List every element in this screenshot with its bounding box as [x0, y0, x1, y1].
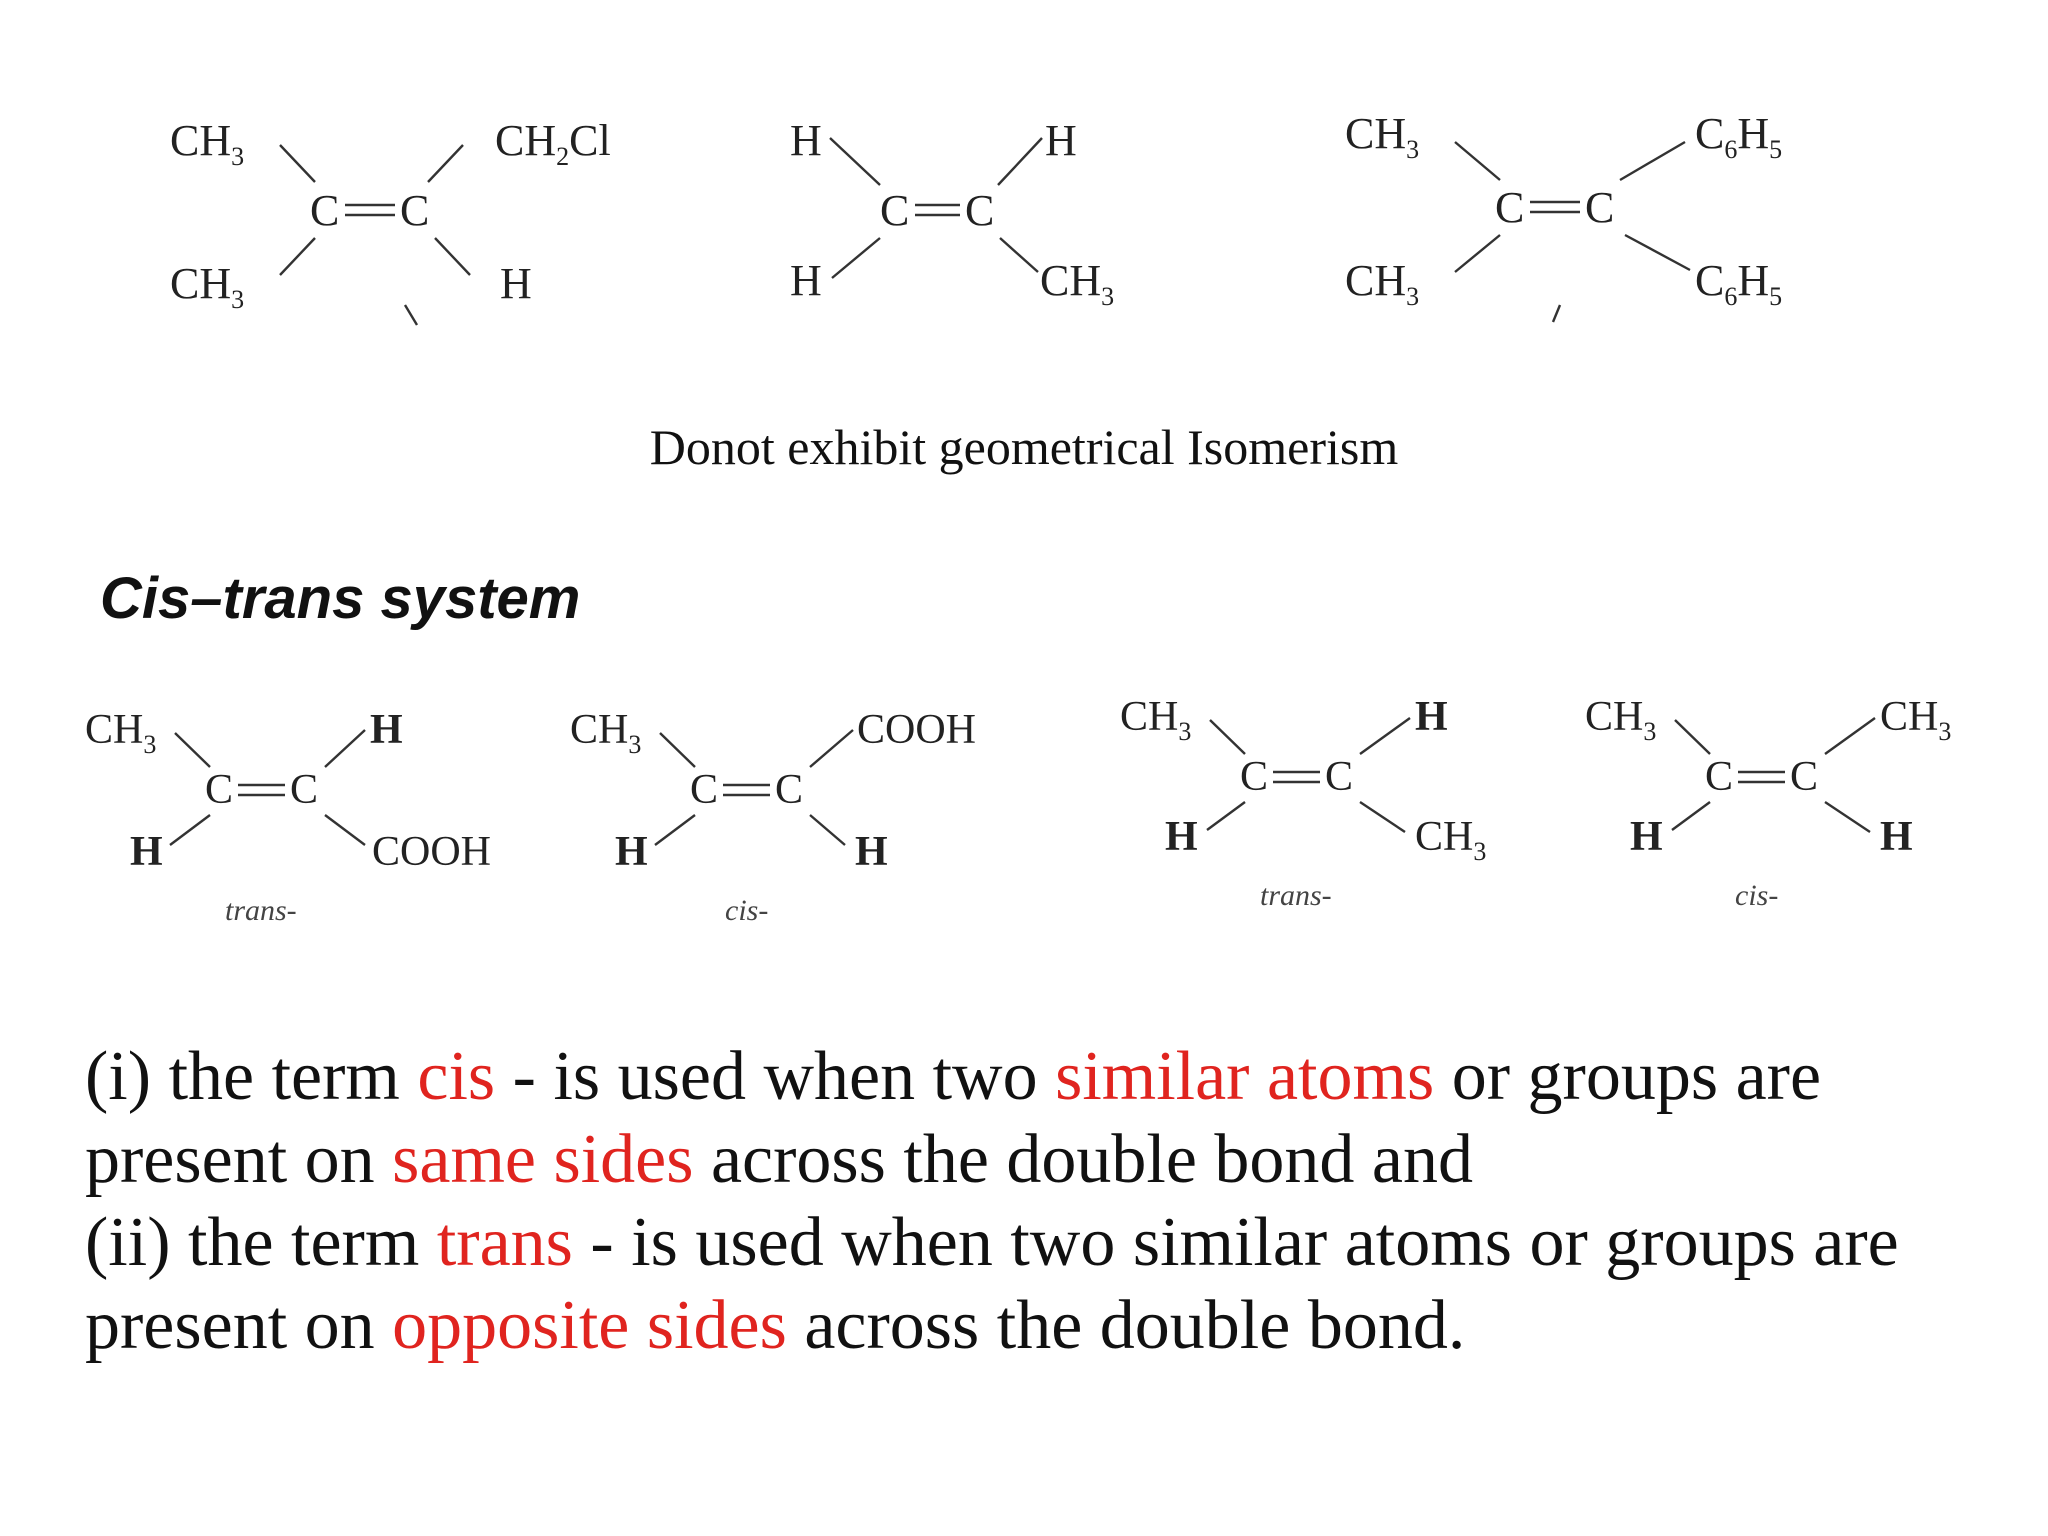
atom-c-left: C: [1705, 754, 1734, 800]
atom-bottom-right: H: [500, 259, 532, 308]
atom-c-right: C: [1325, 754, 1354, 800]
atom-bottom-right: $CH_3$: [1415, 814, 1487, 866]
atom-bottom-left: H: [615, 829, 648, 875]
atom-top-left: $CH_3$: [170, 116, 245, 171]
label-cis: cis-: [725, 894, 769, 927]
molecule-trans-2-butene: [1115, 680, 1555, 920]
atom-top-right: $CH_2Cl$: [495, 116, 611, 171]
definitions-paragraph: [85, 1035, 1985, 1367]
definition-line-1: (i) the term cis - is used when two similar atoms or groups are: [85, 1038, 1822, 1115]
atom-c-left: C: [880, 186, 910, 235]
definition-line-2: present on same sides across the double bond and: [85, 1121, 1474, 1198]
label-trans: trans-: [225, 894, 297, 927]
atom-bottom-left: H: [790, 256, 822, 305]
highlight-similar-atoms: similar atoms: [1055, 1038, 1435, 1115]
atom-top-right: COOH: [857, 707, 977, 753]
atom-top-left: $CH_3$: [1585, 694, 1657, 746]
molecule-cis-2-butene: [1580, 680, 2000, 920]
no-isomerism-caption: Donot exhibit geometrical Isomerism: [649, 419, 1399, 475]
definition-line-3: (ii) the term trans - is used when two similar atoms or groups are: [85, 1204, 1899, 1281]
atom-bottom-left: $CH_3$: [170, 259, 245, 314]
molecule-2-propene: [780, 100, 1160, 330]
atom-top-left: $CH_3$: [1120, 694, 1192, 746]
molecule-3-diphenyl-dimethyl-ethene: [1335, 100, 1835, 330]
atom-top-left: $CH_3$: [1345, 109, 1420, 164]
label-cis: cis-: [1735, 879, 1779, 912]
atom-bottom-left: H: [130, 829, 163, 875]
atom-c-right: C: [965, 186, 995, 235]
highlight-same-sides: same sides: [392, 1121, 694, 1198]
term-trans: trans: [436, 1204, 573, 1281]
highlight-opposite-sides: opposite sides: [392, 1287, 787, 1364]
atom-bottom-right: COOH: [372, 829, 492, 875]
atom-top-left: H: [790, 116, 822, 165]
atom-top-left: $CH_3$: [85, 707, 157, 759]
definition-line-4: present on opposite sides across the double bond.: [85, 1287, 1466, 1364]
term-cis: cis: [417, 1038, 496, 1115]
atom-c-right: C: [1790, 754, 1819, 800]
atom-bottom-left: H: [1165, 814, 1198, 860]
atom-c-right: C: [290, 767, 319, 813]
atom-bottom-right: $C_6H_5$: [1695, 256, 1783, 311]
atom-top-right: $CH_3$: [1880, 694, 1952, 746]
atom-c-right: C: [400, 186, 430, 235]
label-trans: trans-: [1260, 879, 1332, 912]
atom-bottom-left: $CH_3$: [1345, 256, 1420, 311]
section-heading: Cis–trans system: [100, 566, 581, 631]
atom-bottom-right: H: [855, 829, 888, 875]
atom-top-left: $CH_3$: [570, 707, 642, 759]
atom-c-right: C: [775, 767, 804, 813]
atom-c-left: C: [1240, 754, 1269, 800]
atom-bottom-left: H: [1630, 814, 1663, 860]
atom-top-right: H: [370, 707, 403, 753]
atom-c-right: C: [1585, 183, 1615, 232]
atom-bottom-right: H: [1880, 814, 1913, 860]
atom-top-right: H: [1045, 116, 1077, 165]
atom-top-right: $C_6H_5$: [1695, 109, 1783, 164]
molecule-trans-crotonic-acid: [80, 695, 550, 935]
atom-bottom-right: $CH_3$: [1040, 256, 1115, 311]
atom-c-left: C: [1495, 183, 1525, 232]
atom-top-right: H: [1415, 694, 1448, 740]
molecule-cis-crotonic-acid: [565, 695, 1005, 935]
molecule-1-chloro-methylpropene: [165, 100, 655, 330]
atom-c-left: C: [690, 767, 719, 813]
atom-c-left: C: [310, 186, 340, 235]
atom-c-left: C: [205, 767, 234, 813]
